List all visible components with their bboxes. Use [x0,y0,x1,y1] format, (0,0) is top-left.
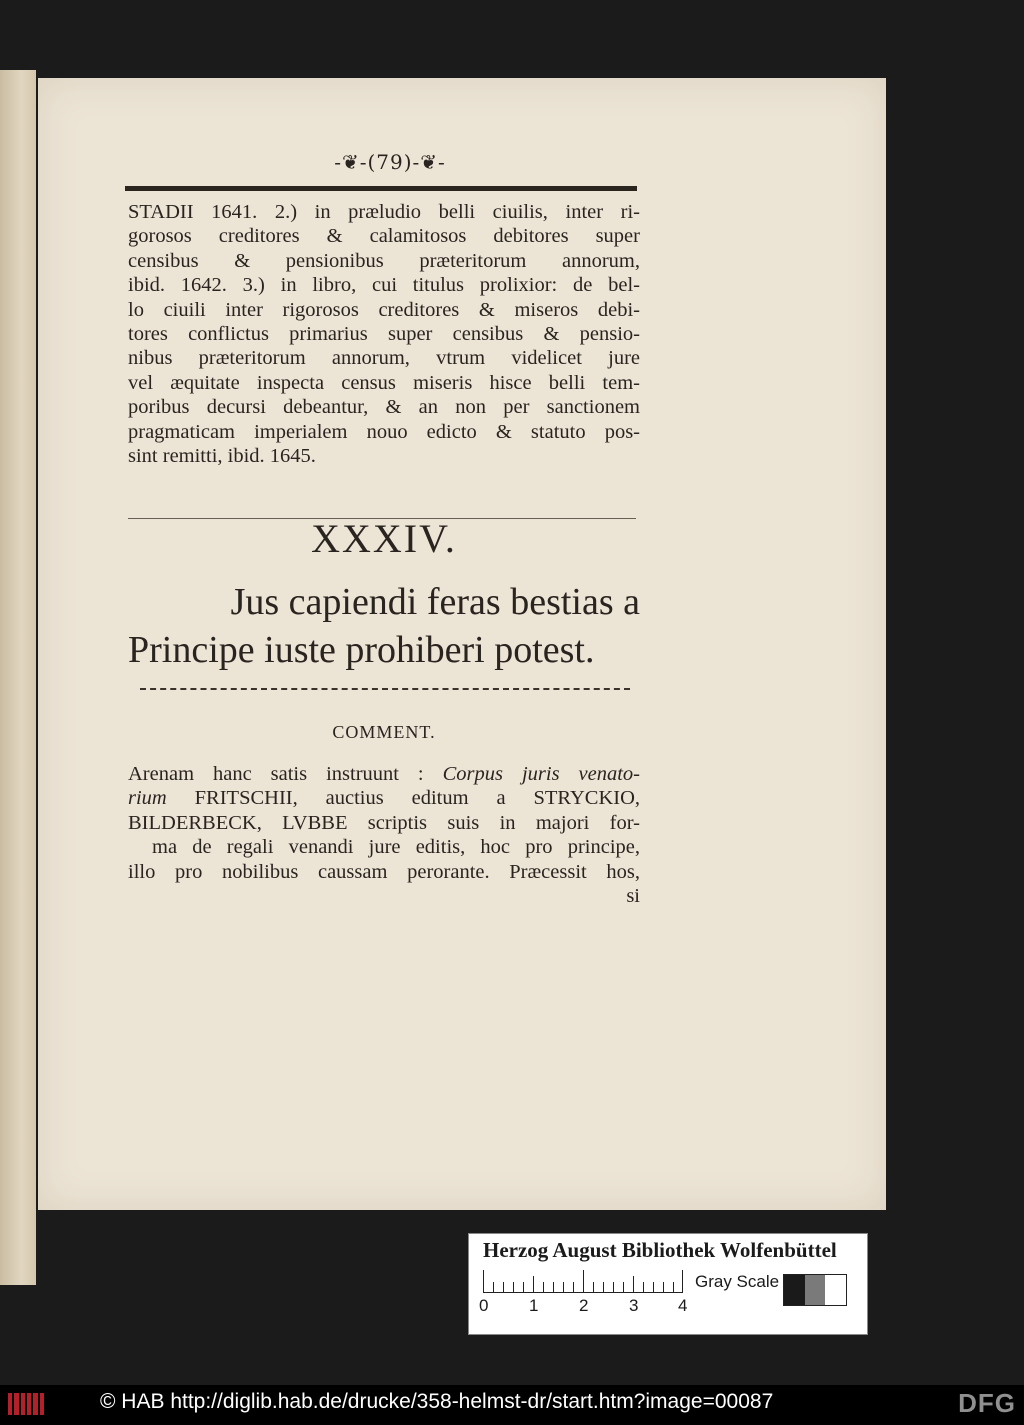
body-paragraph [128,200,640,468]
ruler-number: 1 [529,1296,539,1315]
ruler-number: 0 [479,1296,489,1315]
section-title [128,578,640,674]
hab-logo-icon [8,1393,44,1415]
text-line: illo pro nobilibus caussam perorante. Præcessit hos, [128,860,640,883]
dfg-logo: DFG [958,1388,1016,1418]
section-number: XXXIV. [311,516,457,561]
copyright-link[interactable]: © HAB http://diglib.hab.de/drucke/358-helmst-dr/start.htm?image=00087 [100,1390,774,1413]
text-line: ma de regali venandi jure editis, hoc pro principe, [152,836,640,859]
text-line: sint remitti, ibid. 1645. [128,445,316,468]
title-rule [140,688,630,690]
title-line: Jus capiendi feras bestias a [230,581,640,623]
gray-scale-label: Gray Scale [695,1272,780,1291]
header-rule [125,186,637,191]
library-name: Herzog August Bibliothek Wolfenbüttel [483,1238,837,1262]
gray-swatch [825,1275,846,1305]
text-line [128,762,640,786]
scale-ruler [483,1270,683,1293]
text-line: vel æquitate inspecta census miseris hisce belli tem- [128,371,640,394]
text-run: FRITSCHII, auctius editum a STRYCKIO, [166,787,640,810]
text-line: pragmaticam imperialem nouo edicto & statuto pos- [128,420,640,443]
gray-swatch [784,1275,805,1305]
ruler-numbers [479,1296,693,1316]
text-line: tores conflictus primarius super censibus & pensio- [128,323,640,346]
footer-bar [0,1385,1024,1425]
text-line: STADII 1641. 2.) in præludio belli ciuilis, inter ri- [128,201,640,223]
italic-run: rium [128,787,167,810]
ruler-number: 3 [629,1296,639,1315]
comment-paragraph [128,762,640,908]
text-line: lo ciuili inter rigorosos creditores & miseros debi- [128,298,640,321]
text-line: nibus præteritorum annorum, vtrum videlicet jure [128,347,640,370]
gray-swatch [805,1275,826,1305]
comment-heading: COMMENT. [332,722,436,742]
catchword: si [626,885,640,908]
ruler-number: 4 [678,1296,688,1315]
gray-scale-swatches [783,1274,847,1306]
title-line: Principe iuste prohiberi potest. [128,629,595,671]
text-line: gorosos creditores & calamitosos debitores super [128,225,640,248]
adjacent-page-edge [0,70,36,1285]
library-color-card [468,1233,868,1335]
text-run: Arenam hanc satis instruunt : [128,763,443,785]
running-head: -❦-(79)-❦- [334,150,446,174]
text-line: BILDERBECK, LVBBE scriptis suis in majori for- [128,811,640,834]
text-line [128,786,640,810]
ruler-number: 2 [579,1296,589,1315]
italic-run: Corpus juris venato- [442,763,640,785]
text-line: censibus & pensionibus præteritorum annorum, [128,249,640,272]
text-line: poribus decursi debeantur, & an non per sanctionem [128,396,640,419]
text-line: ibid. 1642. 3.) in libro, cui titulus prolixior: de bel- [128,274,640,297]
